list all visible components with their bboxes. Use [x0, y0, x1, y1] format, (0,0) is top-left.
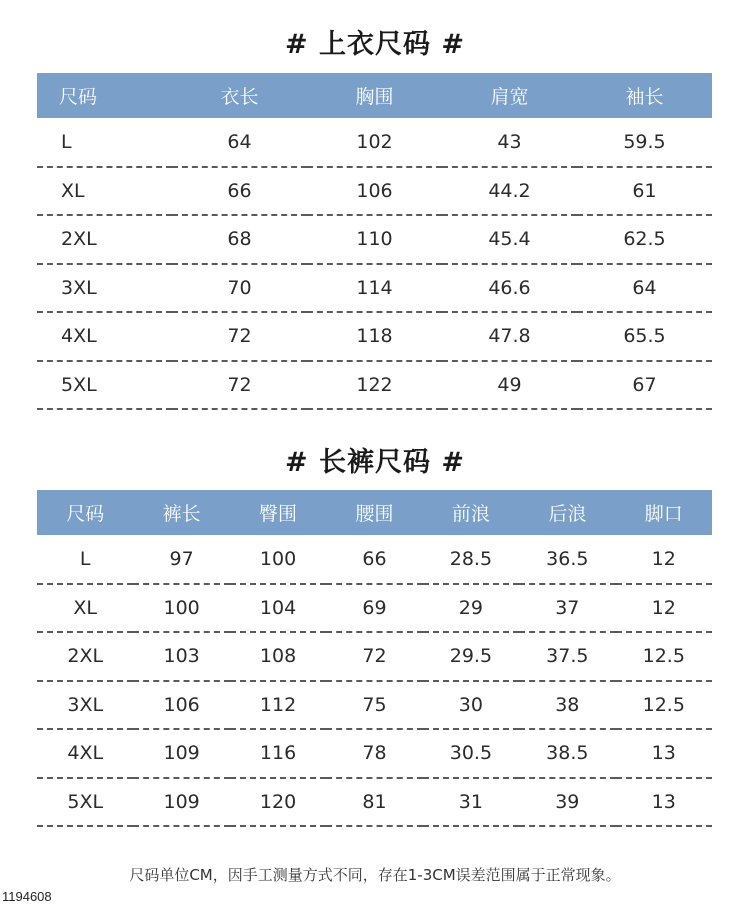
size-cell: 5XL	[37, 361, 172, 410]
value-cell: 114	[307, 264, 442, 313]
value-cell: 13	[616, 729, 712, 778]
value-cell: 12	[616, 535, 712, 584]
value-cell: 109	[133, 729, 229, 778]
size-cell: 4XL	[37, 312, 172, 361]
value-cell: 70	[172, 264, 307, 313]
table-row	[37, 361, 712, 410]
size-cell: 5XL	[37, 778, 133, 827]
value-cell: 118	[307, 312, 442, 361]
value-cell: 45.4	[442, 215, 577, 264]
value-cell: 59.5	[577, 118, 712, 167]
size-cell: 2XL	[37, 215, 172, 264]
size-cell: 4XL	[37, 729, 133, 778]
value-cell: 65.5	[577, 312, 712, 361]
value-cell: 69	[326, 584, 422, 633]
header-cell: 臀围	[259, 503, 298, 525]
size-cell: 3XL	[37, 681, 133, 730]
header-cell: 尺码	[66, 503, 105, 525]
size-cell: XL	[37, 167, 172, 216]
value-cell: 78	[326, 729, 422, 778]
value-cell: 106	[307, 167, 442, 216]
value-cell: 49	[442, 361, 577, 410]
value-cell: 37.5	[519, 632, 615, 681]
table-row	[37, 632, 712, 681]
value-cell: 72	[172, 312, 307, 361]
value-cell: 29.5	[423, 632, 519, 681]
value-cell: 116	[230, 729, 326, 778]
value-cell: 36.5	[519, 535, 615, 584]
value-cell: 38	[519, 681, 615, 730]
value-cell: 81	[326, 778, 422, 827]
value-cell: 72	[172, 361, 307, 410]
value-cell: 112	[230, 681, 326, 730]
value-cell: 31	[423, 778, 519, 827]
table-row	[37, 778, 712, 827]
value-cell: 29	[423, 584, 519, 633]
value-cell: 100	[133, 584, 229, 633]
value-cell: 46.6	[442, 264, 577, 313]
value-cell: 104	[230, 584, 326, 633]
header-cell: 裤长	[162, 503, 201, 525]
value-cell: 44.2	[442, 167, 577, 216]
header-cell: 袖长	[625, 86, 664, 108]
value-cell: 64	[172, 118, 307, 167]
header-cell: 尺码	[59, 86, 98, 108]
value-cell: 67	[577, 361, 712, 410]
value-cell: 122	[307, 361, 442, 410]
pants-size-table	[37, 490, 712, 827]
size-cell: 2XL	[37, 632, 133, 681]
header-cell: 腰围	[355, 503, 394, 525]
value-cell: 109	[133, 778, 229, 827]
table-row	[37, 264, 712, 313]
header-cell: 胸围	[355, 86, 394, 108]
value-cell: 120	[230, 778, 326, 827]
value-cell: 43	[442, 118, 577, 167]
header-cell: 前浪	[451, 503, 490, 525]
table-row	[37, 167, 712, 216]
image-id-label: 1194608	[2, 889, 52, 904]
table-row	[37, 215, 712, 264]
header-cell: 衣长	[220, 86, 259, 108]
table-row	[37, 535, 712, 584]
value-cell: 68	[172, 215, 307, 264]
size-cell: 3XL	[37, 264, 172, 313]
value-cell: 97	[133, 535, 229, 584]
value-cell: 66	[172, 167, 307, 216]
value-cell: 66	[326, 535, 422, 584]
top-size-table	[37, 73, 712, 410]
value-cell: 30.5	[423, 729, 519, 778]
value-cell: 106	[133, 681, 229, 730]
value-cell: 75	[326, 681, 422, 730]
value-cell: 62.5	[577, 215, 712, 264]
value-cell: 103	[133, 632, 229, 681]
size-cell: L	[37, 535, 133, 584]
table-header-row	[37, 490, 712, 535]
value-cell: 72	[326, 632, 422, 681]
table-row	[37, 681, 712, 730]
value-cell: 102	[307, 118, 442, 167]
value-cell: 100	[230, 535, 326, 584]
value-cell: 38.5	[519, 729, 615, 778]
pants-size-title: # 长裤尺码 #	[284, 447, 466, 478]
size-cell: L	[37, 118, 172, 167]
value-cell: 110	[307, 215, 442, 264]
header-cell: 脚口	[644, 503, 683, 525]
value-cell: 12	[616, 584, 712, 633]
value-cell: 47.8	[442, 312, 577, 361]
value-cell: 108	[230, 632, 326, 681]
header-cell: 后浪	[548, 503, 587, 525]
value-cell: 30	[423, 681, 519, 730]
table-row	[37, 584, 712, 633]
table-row	[37, 312, 712, 361]
value-cell: 28.5	[423, 535, 519, 584]
value-cell: 61	[577, 167, 712, 216]
value-cell: 39	[519, 778, 615, 827]
table-row	[37, 729, 712, 778]
value-cell: 12.5	[616, 632, 712, 681]
header-cell: 肩宽	[490, 86, 529, 108]
table-row	[37, 118, 712, 167]
value-cell: 37	[519, 584, 615, 633]
size-cell: XL	[37, 584, 133, 633]
top-size-title: # 上衣尺码 #	[284, 29, 466, 60]
value-cell: 13	[616, 778, 712, 827]
table-header-row	[37, 73, 712, 118]
measurement-note: 尺码单位CM，因手工测量方式不同，存在1-3CM误差范围属于正常现象。	[129, 866, 621, 884]
value-cell: 12.5	[616, 681, 712, 730]
value-cell: 64	[577, 264, 712, 313]
